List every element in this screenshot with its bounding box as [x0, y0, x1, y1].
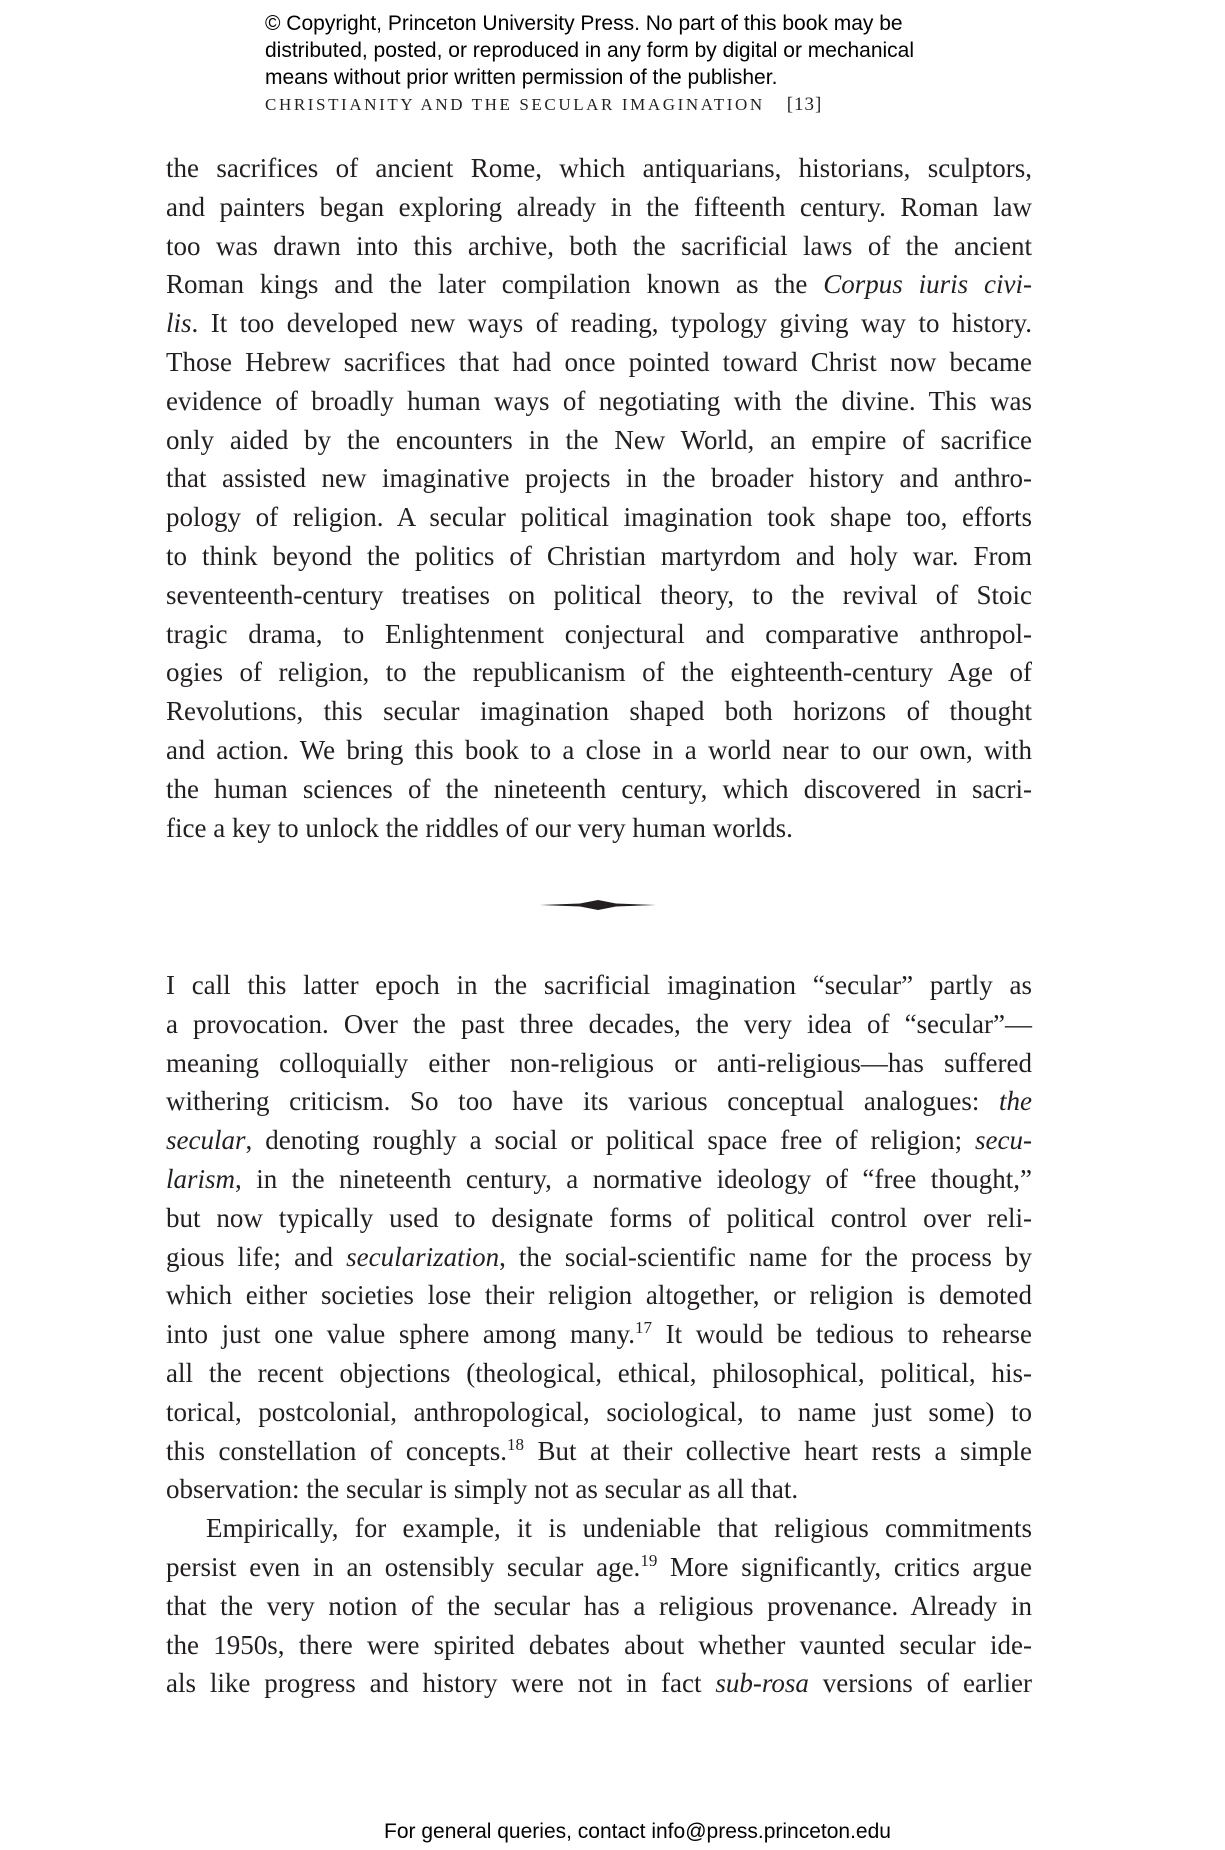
italic-text: larism [166, 1163, 236, 1194]
text-line: and painters began exploring already in the fifteenth century. Roman law [166, 191, 1032, 222]
text-line: fice a key to unlock the riddles of our very human worlds. [166, 812, 793, 843]
italic-text: secular [166, 1125, 246, 1156]
text-line: gious life; and secularization, the social-scientific name for the process by [166, 1241, 1032, 1272]
text-line: observation: the secular is simply not as secular as all that. [166, 1474, 799, 1505]
text-line: too was drawn into this archive, both the sacrificial laws of the ancient [166, 230, 1032, 261]
copyright-line: means without prior written permission of the publisher. [265, 66, 778, 89]
footnote-ref[interactable]: 18 [507, 1434, 525, 1454]
text-line: only aided by the encounters in the New World, an empire of sacrifice [166, 424, 1032, 455]
italic-text: sub-rosa [715, 1668, 809, 1699]
body-paragraph-2 [166, 966, 1032, 1703]
text-line: Roman kings and the later compilation known as the Corpus iuris civi- [166, 269, 1032, 300]
text-line: into just one value sphere among many.$^{17}$ It would be tedious to rehearse [166, 1318, 1032, 1350]
text-line: als like progress and history were not in fact sub-rosa versions of earlier [166, 1668, 1032, 1699]
italic-text: Corpus iuris civi- [823, 269, 1032, 300]
footnote-ref[interactable]: 17 [635, 1318, 652, 1338]
copyright-notice [265, 10, 1025, 91]
text-line: I call this latter epoch in the sacrificial imagination “secular” partly as [166, 970, 1032, 1000]
italic-text: secularization [346, 1241, 500, 1272]
text-line: Those Hebrew sacrifices that had once pointed toward Christ now became [166, 346, 1032, 377]
text-line: meaning colloquially either non-religious or anti-religious—has suffered [166, 1047, 1032, 1078]
text-line: seventeenth-century treatises on political theory, to the revival of Stoic [166, 579, 1032, 610]
text-line: the human sciences of the nineteenth century, which discovered in sacri- [166, 773, 1032, 804]
text-line: tragic drama, to Enlightenment conjectural and comparative anthropol- [166, 618, 1032, 649]
text-line: larism, in the nineteenth century, a normative ideology of “free thought,” [166, 1163, 1032, 1194]
footer-contact: For general queries, contact info@press.princeton.edu [384, 1820, 891, 1843]
text-line: to think beyond the politics of Christian martyrdom and holy war. From [166, 540, 1032, 571]
italic-text: lis [166, 308, 192, 339]
text-line: and action. We bring this book to a close in a world near to our own, with [166, 734, 1032, 765]
text-line: all the recent objections (theological, ethical, philosophical, political, his- [166, 1357, 1032, 1388]
running-head [265, 94, 945, 116]
text-line: secular, denoting roughly a social or political space free of religion; secu- [166, 1125, 1032, 1156]
section-break-ornament-icon [540, 898, 656, 912]
text-line: torical, postcolonial, anthropological, sociological, to name just some) to [166, 1396, 1032, 1427]
text-line: that the very notion of the secular has a religious provenance. Already in [166, 1590, 1032, 1621]
text-line: ogies of religion, to the republicanism of the eighteenth-century Age of [166, 657, 1032, 688]
text-line: this constellation of concepts.$^{18}$ But at their collective heart rests a simple [166, 1434, 1032, 1466]
text-line: which either societies lose their religion altogether, or religion is demoted [166, 1280, 1032, 1311]
text-line: Empirically, for example, it is undeniable that religious commitments [206, 1513, 1032, 1544]
text-line: evidence of broadly human ways of negotiating with the divine. This was [166, 385, 1032, 416]
footnote-ref[interactable]: 19 [640, 1550, 658, 1570]
text-line: persist even in an ostensibly secular age.$^{19}$ More significantly, critics argue [166, 1550, 1032, 1582]
italic-text: the [999, 1086, 1032, 1117]
text-line: the 1950s, there were spirited debates about whether vaunted secular ide- [166, 1629, 1032, 1660]
text-line: a provocation. Over the past three decades, the very idea of “secular”— [166, 1008, 1032, 1039]
text-line: but now typically used to designate forms of political control over reli- [166, 1202, 1032, 1233]
italic-text: secu- [975, 1125, 1032, 1156]
copyright-line: distributed, posted, or reproduced in any form by digital or mechanical [265, 39, 915, 62]
text-line: that assisted new imaginative projects in the broader history and anthro- [166, 463, 1032, 494]
body-paragraph-1 [166, 149, 1032, 847]
page-number: [13] [786, 94, 823, 115]
running-head-title: CHRISTIANITY AND THE SECULAR IMAGINATION [265, 95, 765, 114]
text-line: Revolutions, this secular imagination shaped both horizons of thought [166, 696, 1032, 727]
text-line: the sacrifices of ancient Rome, which antiquarians, historians, sculptors, [166, 153, 1032, 183]
text-line: withering criticism. So too have its various conceptual analogues: the [166, 1086, 1032, 1117]
copyright-line: © Copyright, Princeton University Press. No part of this book may be [265, 12, 903, 35]
text-line: lis. It too developed new ways of reading, typology giving way to history. [166, 308, 1032, 339]
text-line: pology of religion. A secular political imagination took shape too, efforts [166, 502, 1032, 533]
